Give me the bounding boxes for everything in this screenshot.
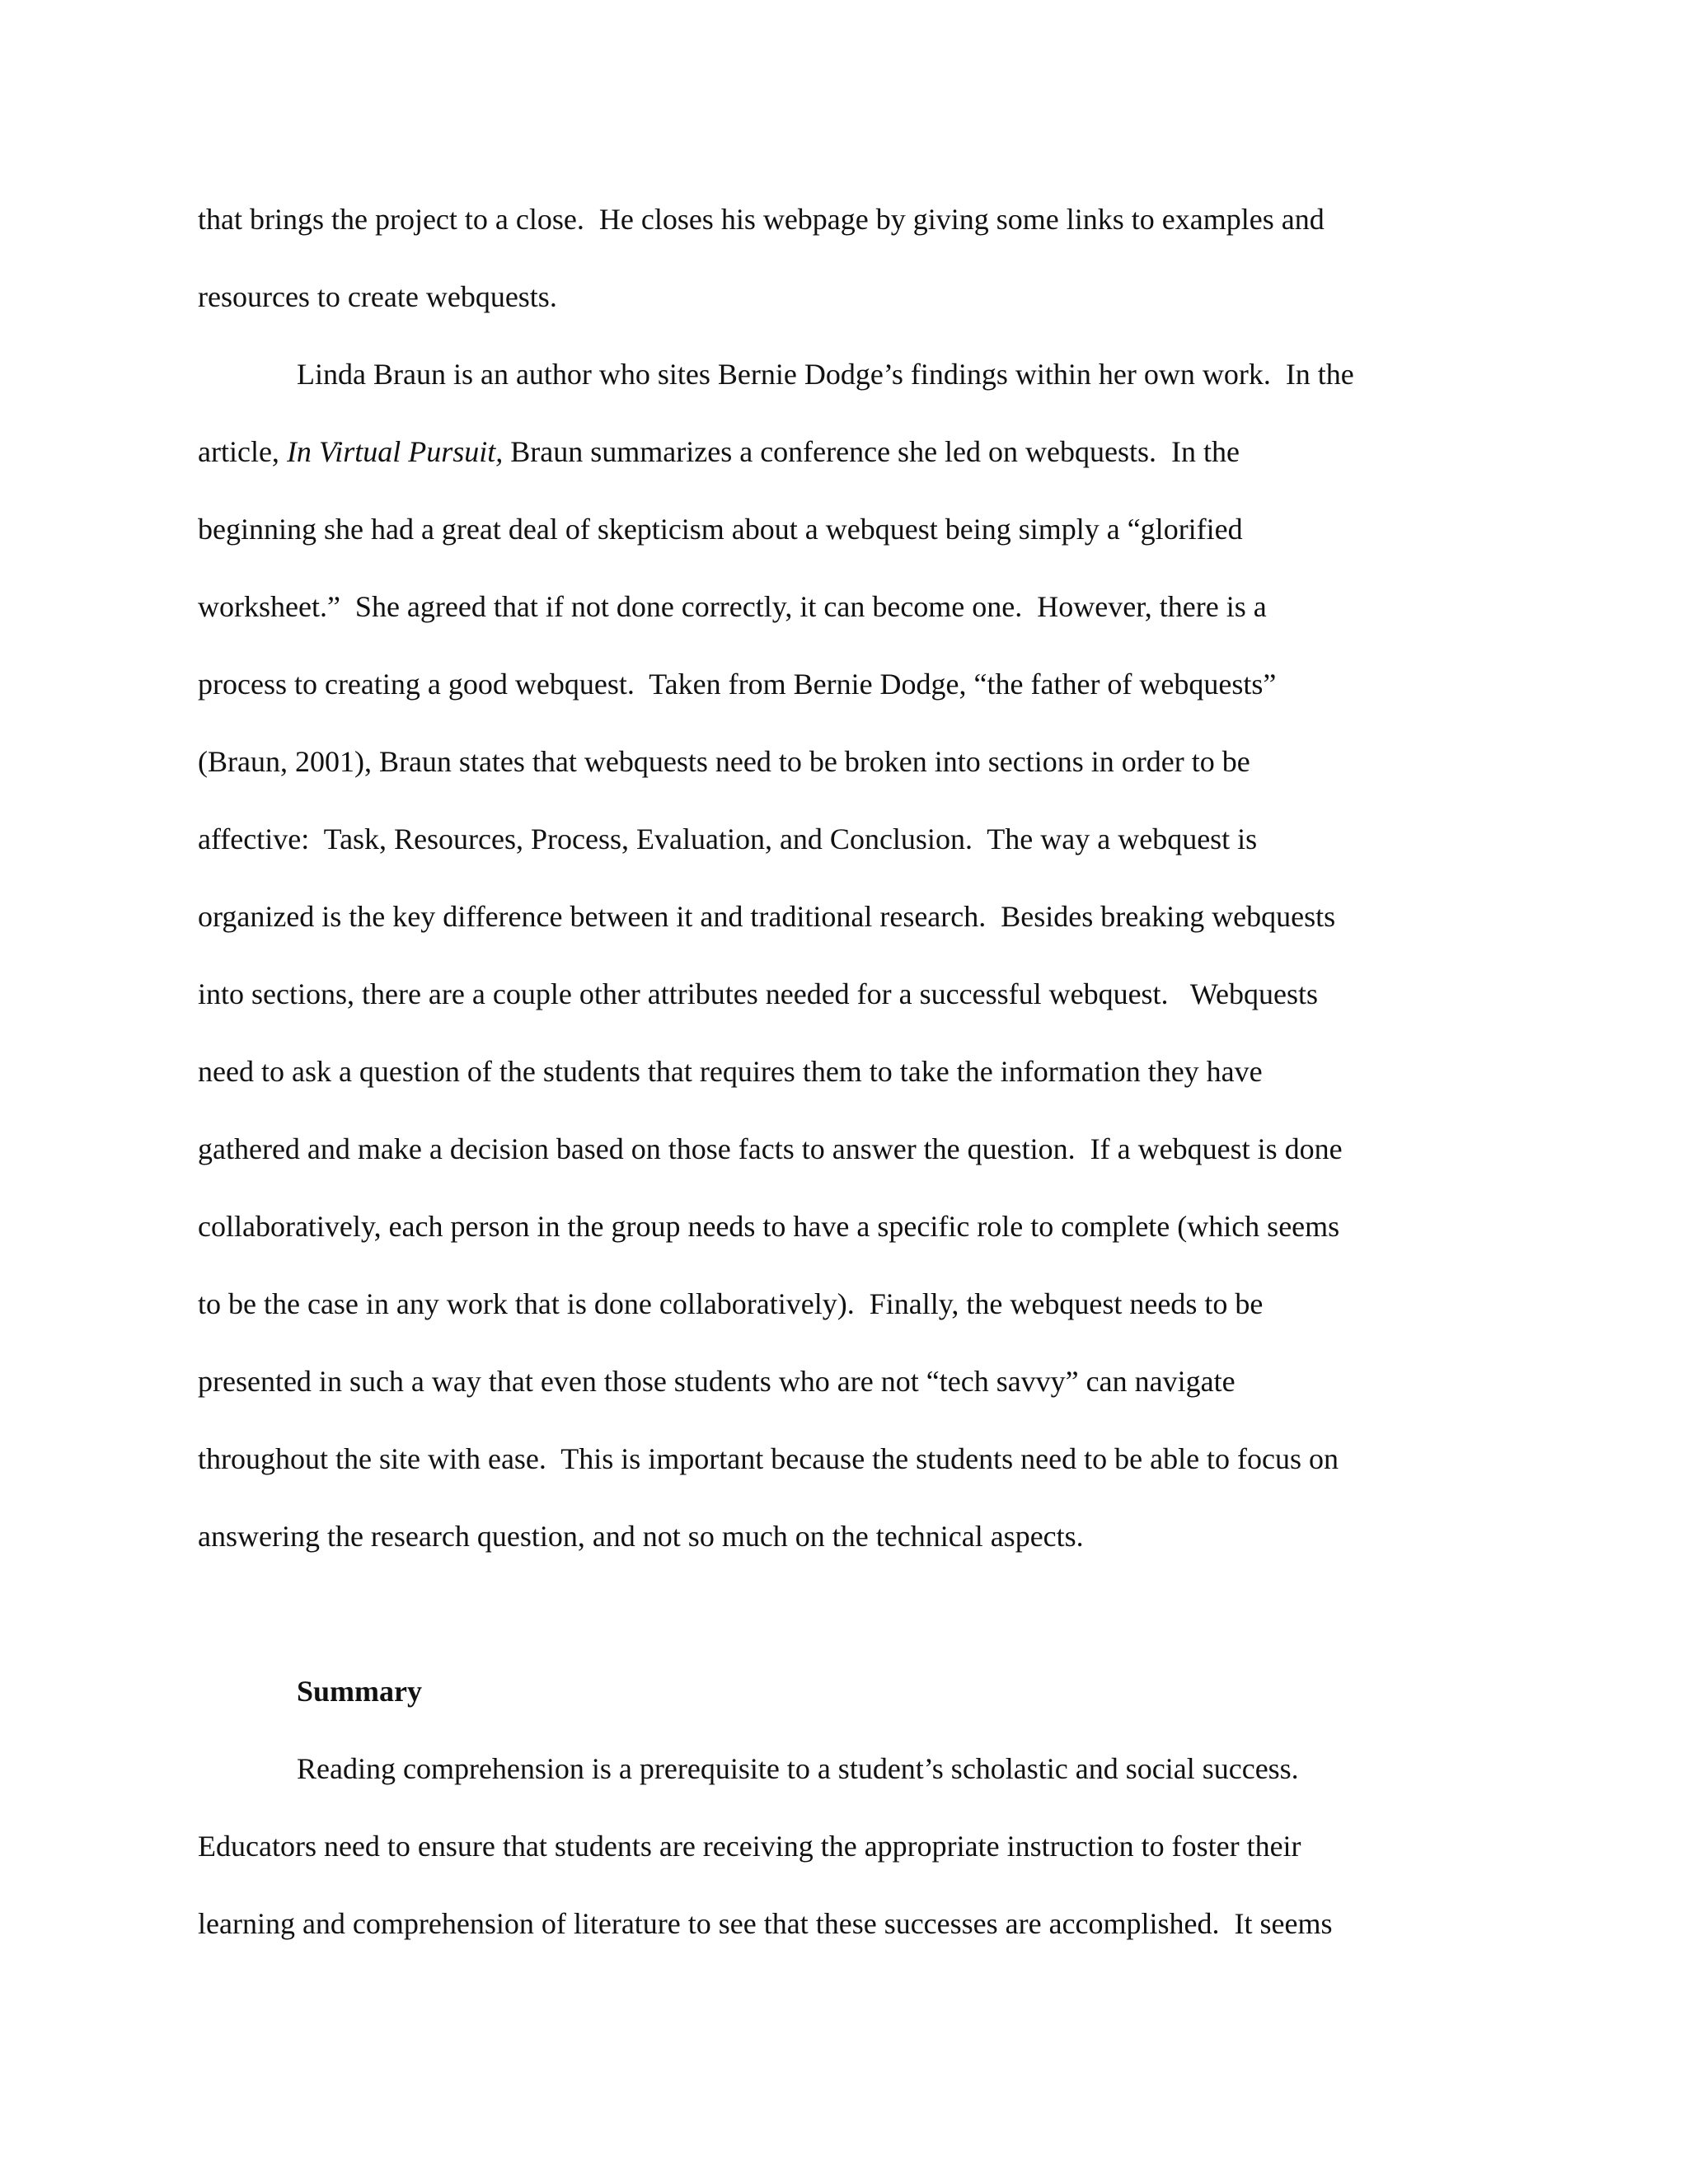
text-line: Reading comprehension is a prerequisite to a student’s scholastic and social success. <box>297 1752 1299 1785</box>
text-line: to be the case in any work that is done collaboratively). Finally, the webquest needs to be <box>198 1287 1264 1320</box>
text-line: beginning she had a great deal of skepticism about a webquest being simply a “glorified <box>198 513 1243 546</box>
text-line: (Braun, 2001), Braun states that webquests need to be broken into sections in order to be <box>198 745 1250 778</box>
text-span: article, <box>198 435 287 468</box>
text-line: organized is the key difference between it and traditional research. Besides breaking webquests <box>198 900 1336 933</box>
text-line: learning and comprehension of literature to see that these successes are accomplished. It seems <box>198 1907 1333 1940</box>
text-line: worksheet.” She agreed that if not done correctly, it can become one. However, there is a <box>198 590 1267 623</box>
text-line: Linda Braun is an author who sites Bernie Dodge’s findings within her own work. In the <box>297 358 1354 391</box>
text-line: answering the research question, and not so much on the technical aspects. <box>198 1520 1084 1553</box>
section-heading-summary: Summary <box>297 1675 422 1708</box>
text-span: Braun summarizes a conference she led on webquests. In the <box>503 435 1240 468</box>
text-line: need to ask a question of the students that requires them to take the information they have <box>198 1055 1263 1088</box>
article-title: In Virtual Pursuit, <box>286 435 504 468</box>
text-line: gathered and make a decision based on those facts to answer the question. If a webquest is done <box>198 1132 1343 1165</box>
text-line: collaboratively, each person in the group needs to have a specific role to complete (which seems <box>198 1210 1340 1243</box>
text-line: that brings the project to a close. He closes his webpage by giving some links to examples and <box>198 203 1325 236</box>
text-line: process to creating a good webquest. Taken from Bernie Dodge, “the father of webquests” <box>198 668 1277 701</box>
text-line: presented in such a way that even those students who are not “tech savvy” can navigate <box>198 1365 1236 1398</box>
text-line: resources to create webquests. <box>198 280 557 313</box>
text-line: Educators need to ensure that students are receiving the appropriate instruction to foster their <box>198 1830 1301 1863</box>
text-line: affective: Task, Resources, Process, Evaluation, and Conclusion. The way a webquest is <box>198 823 1258 855</box>
text-line: throughout the site with ease. This is important because the students need to be able to focus on <box>198 1442 1339 1475</box>
text-line: into sections, there are a couple other attributes needed for a successful webquest. Webquests <box>198 977 1318 1010</box>
text-line <box>198 434 1240 470</box>
